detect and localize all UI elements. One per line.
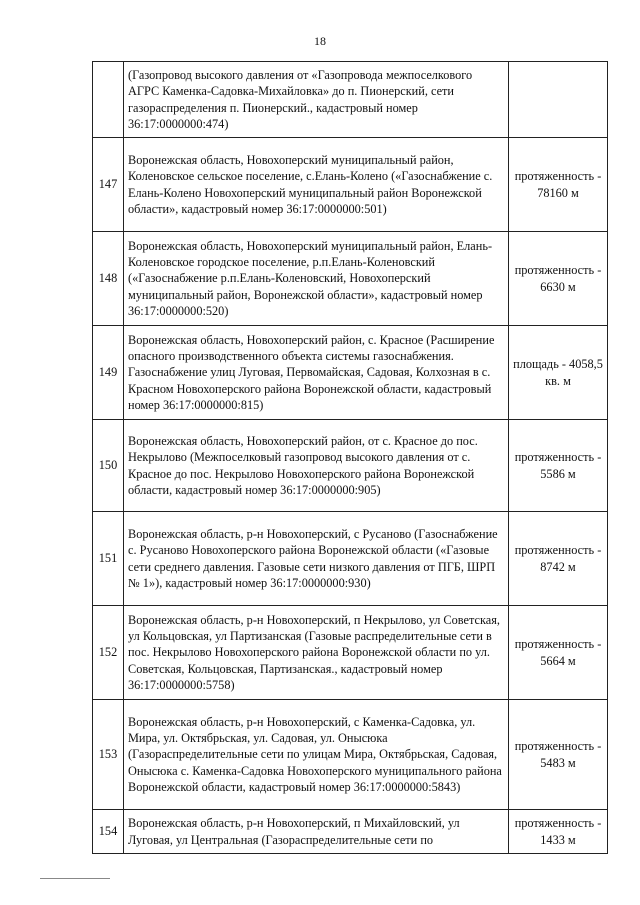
footnote-divider [40,878,110,879]
row-description: Воронежская область, р-н Новохоперский, п Некрылово, ул Советская, ул Кольцовская, ул Партизанская (Газовые распределительные сети в пос. Некрылово Новохоперского района Воронежской области по ул. Советская, Кольцовская, Партизанская., кадастровый номер 36:17:0000000:5758) [124,606,509,700]
row-number: 152 [93,606,124,700]
table-row [93,700,608,810]
row-description: Воронежская область, р-н Новохоперский, п Михайловский, ул Луговая, ул Центральная (Газораспределительные сети по [124,810,509,854]
table-row [93,326,608,420]
page-number: 18 [314,34,326,48]
row-number: 153 [93,700,124,810]
row-number: 150 [93,420,124,512]
table-row [93,512,608,606]
table-row [93,232,608,326]
row-description: Воронежская область, Новохоперский муниципальный район, Елань-Коленовское городское поселение, р.п.Елань-Коленовский («Газоснабжение р.п.Елань-Коленовский, Новохоперский муниципальный район, Воронежской области», кадастровый номер 36:17:0000000:520) [124,232,509,326]
row-measure: площадь - 4058,5 кв. м [509,326,608,420]
row-description: Воронежская область, Новохоперский муниципальный район, Коленовское сельское поселение, с.Елань-Колено («Газоснабжение с. Елань-Колено Новохоперский муниципальный район Воронежской области», кадастровый номер 36:17:0000000:501) [124,138,509,232]
property-registry-table [92,61,608,854]
table-row [93,138,608,232]
row-number: 148 [93,232,124,326]
table-row [93,606,608,700]
row-measure: протяженность - 5586 м [509,420,608,512]
row-description: Воронежская область, Новохоперский район, от с. Красное до пос. Некрылово (Межпоселковый газопровод высокого давления от с. Красное до пос. Некрылово Новохоперского района Воронежской области, кадастровый номер 36:17:0000000:905) [124,420,509,512]
row-measure: протяженность - 5664 м [509,606,608,700]
row-description: Воронежская область, р-н Новохоперский, с Русаново (Газоснабжение с. Русаново Новохоперского района Воронежской области («Газовые сети среднего давления. Газовые сети низкого давления от ПГБ, ШРП № 1»), кадастровый номер 36:17:0000000:930) [124,512,509,606]
table-row [93,420,608,512]
row-number [93,62,124,138]
row-number: 154 [93,810,124,854]
table-row [93,62,608,138]
row-measure: протяженность - 5483 м [509,700,608,810]
row-description: Воронежская область, р-н Новохоперский, с Каменка-Садовка, ул. Мира, ул. Октябрьская, ул. Садовая, ул. Онысюка (Газораспределительные сети по улицам Мира, Октябрьская, Садовая, Онысюка с. Каменка-Садовка Новохоперского муниципального района Воронежской области, кадастровый номер 36:17:0000000:5843) [124,700,509,810]
row-measure [509,62,608,138]
row-measure: протяженность - 6630 м [509,232,608,326]
row-measure: протяженность - 8742 м [509,512,608,606]
row-measure: протяженность - 1433 м [509,810,608,854]
row-number: 147 [93,138,124,232]
row-measure: протяженность - 78160 м [509,138,608,232]
table-row [93,810,608,854]
row-description: Воронежская область, Новохоперский район, с. Красное (Расширение опасного производственного объекта системы газоснабжения. Газоснабжение улиц Луговая, Первомайская, Садовая, Колхозная в с. Красном Новохоперского района Воронежской области, кадастровый номер 36:17:0000000:815) [124,326,509,420]
row-description: (Газопровод высокого давления от «Газопровода межпоселкового АГРС Каменка-Садовка-Михайловка» до п. Пионерский, сети газораспределения п. Пионерский., кадастровый номер 36:17:0000000:474) [124,62,509,138]
row-number: 149 [93,326,124,420]
row-number: 151 [93,512,124,606]
